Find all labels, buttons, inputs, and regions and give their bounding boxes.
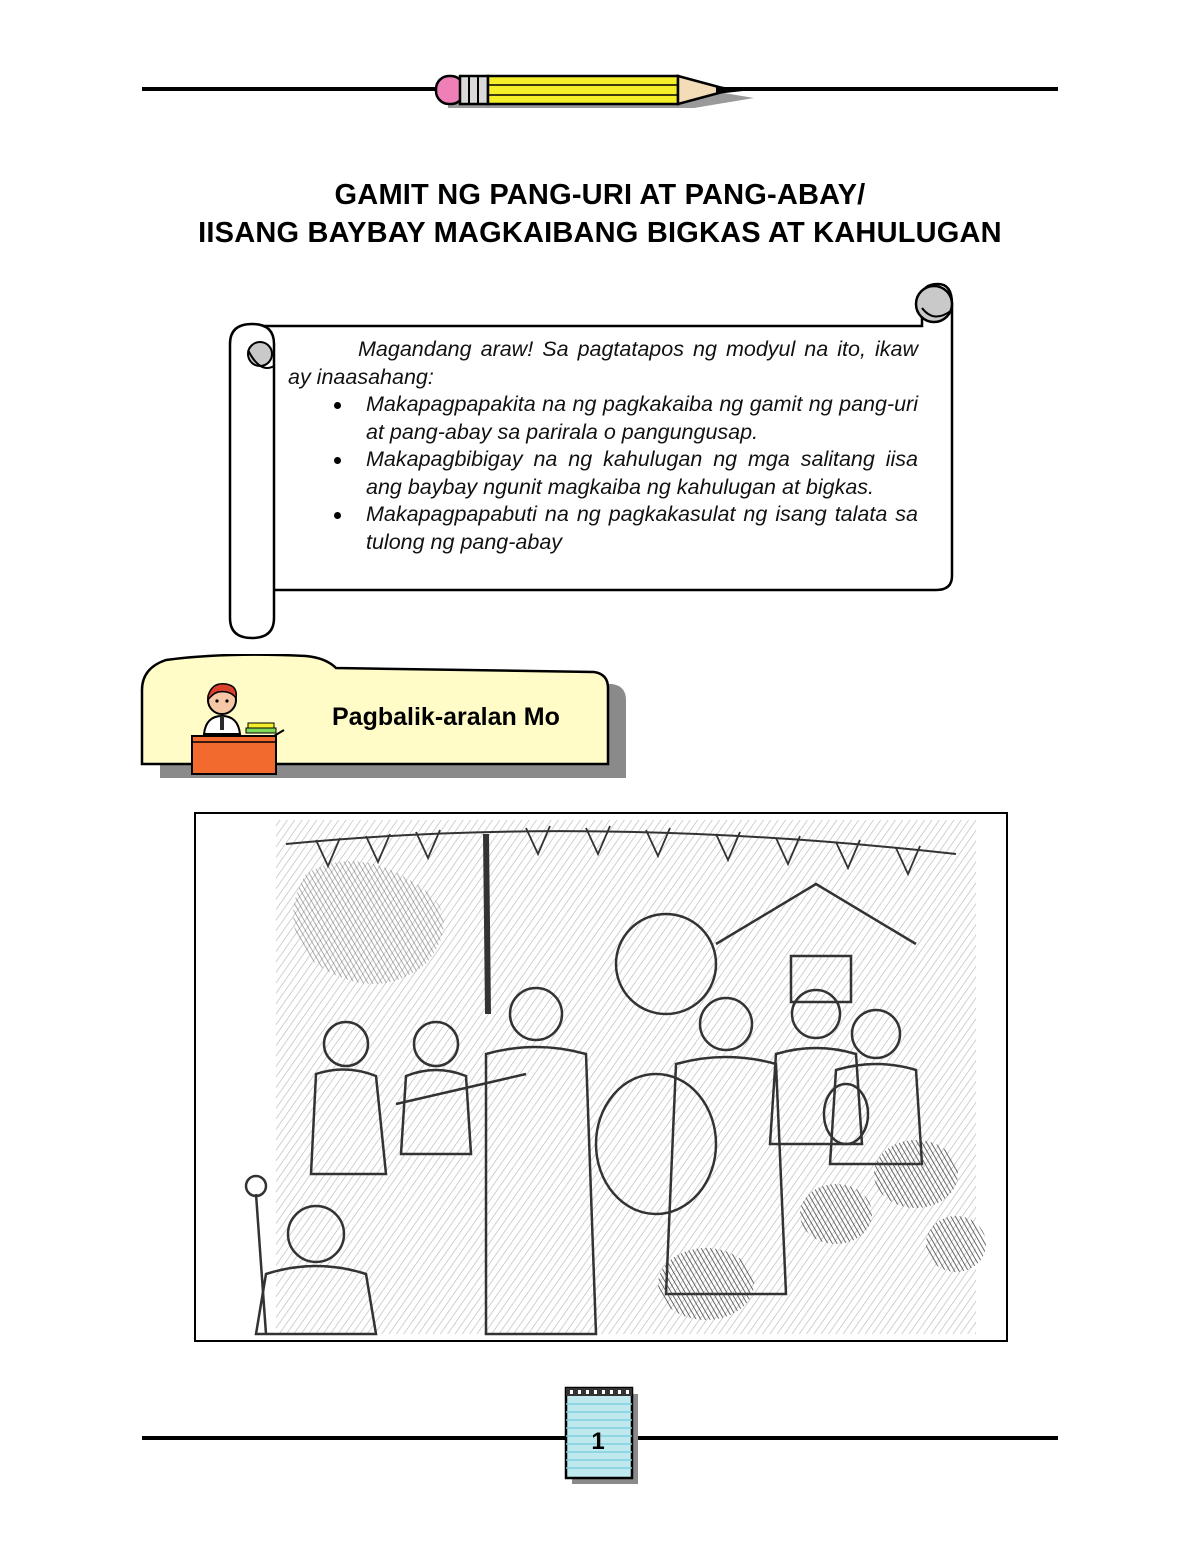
marching-band-illustration — [196, 814, 1006, 1340]
objectives-list — [288, 391, 918, 556]
objectives-text — [288, 336, 918, 556]
page-number: 1 — [591, 1428, 605, 1455]
objective-item: Makapagbibigay na ng kahulugan ng mga salitang iisa ang baybay ngunit magkaiba ng kahulugan at bigkas. — [366, 446, 918, 501]
illustration-frame — [194, 812, 1008, 1342]
bullet-icon — [334, 457, 341, 464]
objectives-intro: Magandang araw! Sa pagtatapos ng modyul na ito, ikaw ay inaasahang: — [288, 337, 918, 389]
page-title-line2: IISANG BAYBAY MAGKAIBANG BIGKAS AT KAHULUGAN — [198, 217, 1002, 249]
section-title: Pagbalik-aralan Mo — [332, 703, 560, 731]
bullet-icon — [334, 512, 341, 519]
objective-item: Makapagpapakita na ng pagkakaiba ng gamit ng pang-uri at pang-abay sa parirala o pangungusap. — [366, 391, 918, 446]
objective-item: Makapagpapabuti na ng pagkakasulat ng isang talata sa tulong ng pang-abay — [366, 501, 918, 556]
page-title-line1: GAMIT NG PANG-URI AT PANG-ABAY/ — [334, 179, 866, 211]
bullet-icon — [334, 402, 341, 409]
teacher-at-desk-icon — [186, 680, 286, 776]
pencil-icon — [430, 68, 760, 112]
